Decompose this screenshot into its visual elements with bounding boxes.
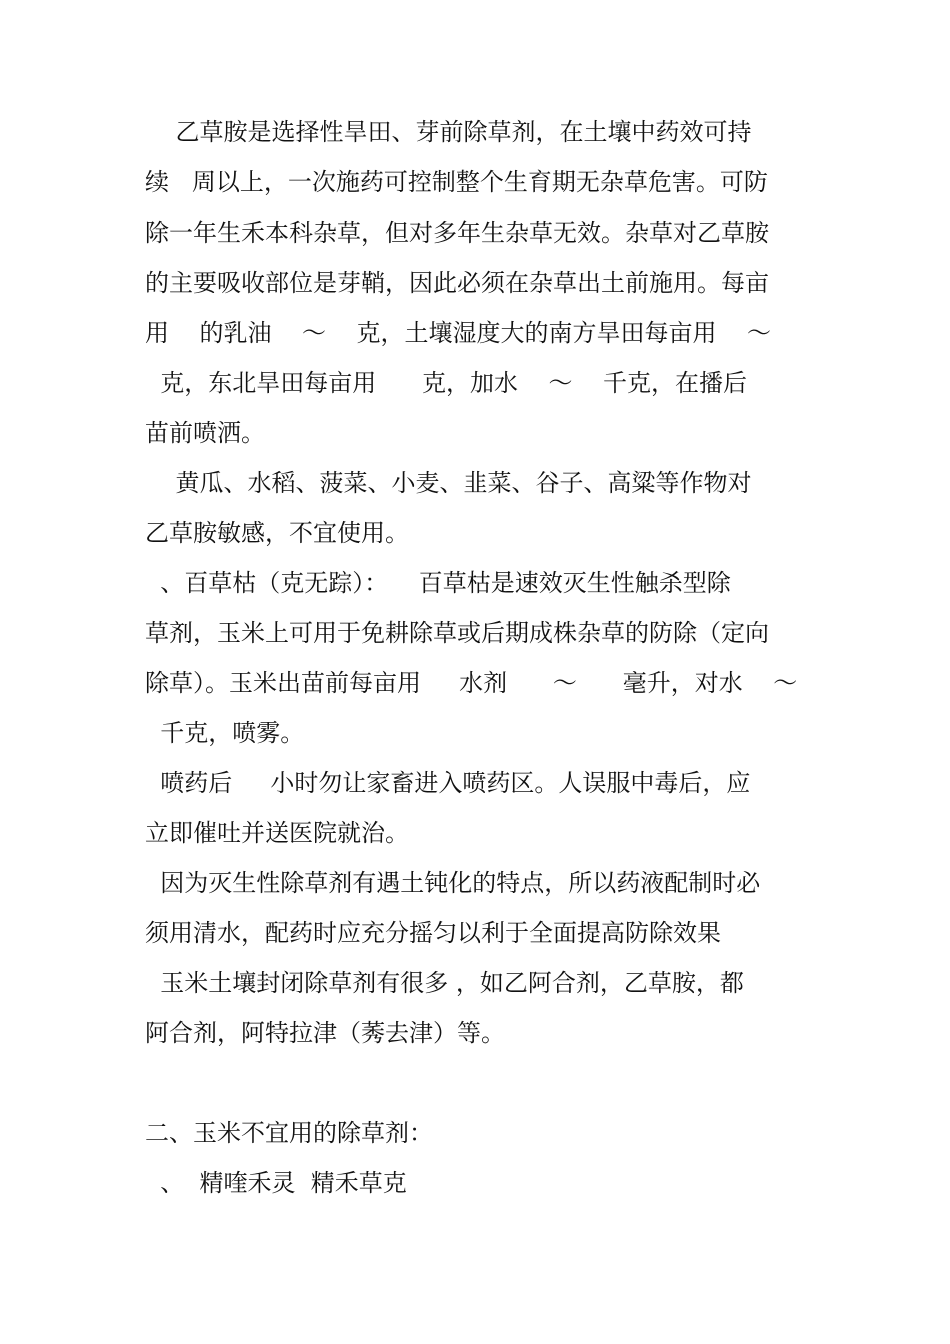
paragraph-line: 阿合剂，阿特拉津（莠去津）等。 [145, 1019, 505, 1047]
paragraph-line: 乙草胺是选择性旱田、芽前除草剂，在土壤中药效可持 [145, 118, 752, 146]
paragraph-line: 须用清水，配药时应充分摇匀以利于全面提高防除效果 [145, 919, 721, 947]
paragraph-line: 千克，喷雾。 [145, 719, 305, 747]
paragraph-line: 用 的乳油 ～ 克，土壤湿度大的南方旱田每亩用 ～ [145, 319, 772, 347]
paragraph-line: 克，东北旱田每亩用 克，加水 ～ 千克，在播后 [145, 369, 748, 397]
paragraph-line: 续 周以上，一次施药可控制整个生育期无杂草危害。可防 [145, 168, 768, 196]
paragraph-line: 苗前喷洒。 [145, 419, 265, 447]
section-heading-paraquat: 、百草枯（克无踪）： 百草枯是速效灭生性触杀型除 [145, 569, 731, 597]
paragraph-line: 除草）。玉米出苗前每亩用 水剂 ～ 毫升，对水 ～ [145, 669, 798, 697]
section-heading: 二、玉米不宜用的除草剂： [145, 1119, 433, 1147]
paragraph-line: 的主要吸收部位是芽鞘，因此必须在杂草出土前施用。每亩 [145, 269, 769, 297]
list-item: 、 精喹禾灵 精禾草克 [145, 1169, 407, 1197]
paragraph-line: 立即催吐并送医院就治。 [145, 819, 409, 847]
paragraph-line: 草剂，玉米上可用于免耕除草或后期成株杂草的防除（定向 [145, 619, 769, 647]
paragraph-line: 玉米土壤封闭除草剂有很多 ，如乙阿合剂，乙草胺，都 [145, 969, 744, 997]
paragraph-line: 黄瓜、水稻、菠菜、小麦、韭菜、谷子、高粱等作物对 [145, 469, 752, 497]
paragraph-line: 乙草胺敏感，不宜使用。 [145, 519, 409, 547]
paragraph-line: 除一年生禾本科杂草，但对多年生杂草无效。杂草对乙草胺 [145, 219, 769, 247]
paragraph-line: 因为灭生性除草剂有遇土钝化的特点，所以药液配制时必 [145, 869, 761, 897]
paragraph-line: 喷药后 小时勿让家畜进入喷药区。人误服中毒后，应 [145, 769, 751, 797]
